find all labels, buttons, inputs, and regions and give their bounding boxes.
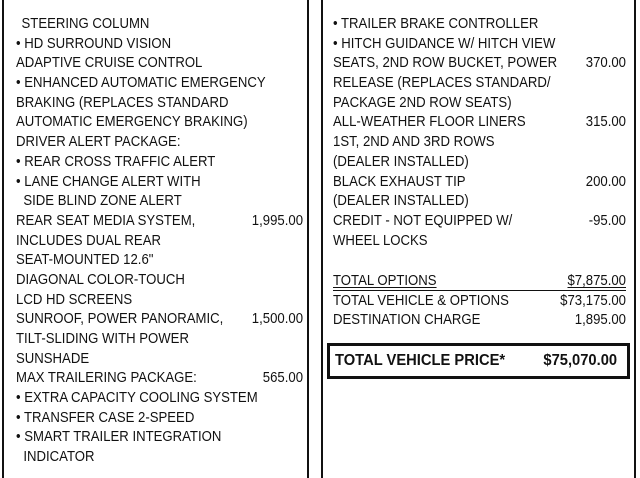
option-price: 1,995.00 xyxy=(251,212,304,229)
option-text: • SMART TRAILER INTEGRATION xyxy=(16,429,222,446)
option-price: -95.00 xyxy=(588,212,627,229)
option-text: • LANE CHANGE ALERT WITH xyxy=(16,173,201,190)
total-vehicle-price-box xyxy=(327,343,630,379)
total-options-row xyxy=(333,272,626,292)
total-vehicle-options-row xyxy=(333,292,626,312)
option-text: INDICATOR xyxy=(23,449,95,466)
left-option-line xyxy=(16,350,303,370)
left-option-line xyxy=(16,212,303,232)
left-option-line xyxy=(16,448,310,468)
option-text: SUNROOF, POWER PANORAMIC, xyxy=(16,311,224,328)
option-text: RELEASE (REPLACES STANDARD/ xyxy=(333,75,551,92)
option-text: CREDIT - NOT EQUIPPED W/ xyxy=(333,212,513,229)
left-option-line xyxy=(16,113,303,133)
left-option-line xyxy=(16,271,303,291)
left-option-line xyxy=(16,251,303,271)
total-options-label: TOTAL OPTIONS xyxy=(333,273,437,289)
right-option-line xyxy=(333,232,626,252)
left-option-line xyxy=(16,54,303,74)
option-text: • EXTRA CAPACITY COOLING SYSTEM xyxy=(16,390,258,407)
option-text: SEAT-MOUNTED 12.6" xyxy=(16,252,154,269)
right-option-line xyxy=(333,15,626,35)
left-option-line xyxy=(16,15,309,35)
option-text: SEATS, 2ND ROW BUCKET, POWER xyxy=(333,55,558,72)
option-text: SUNSHADE xyxy=(16,350,90,367)
destination-charge-row xyxy=(333,311,626,331)
option-price: 315.00 xyxy=(585,114,627,131)
right-option-line xyxy=(333,192,626,212)
total-vehicle-options-label: TOTAL VEHICLE & OPTIONS xyxy=(333,292,509,309)
right-option-line xyxy=(333,35,626,55)
total-options-value: $7,875.00 xyxy=(567,273,627,289)
option-text: • ENHANCED AUTOMATIC EMERGENCY xyxy=(16,75,266,92)
total-vehicle-price-label: TOTAL VEHICLE PRICE* xyxy=(335,352,506,369)
option-text: PACKAGE 2ND ROW SEATS) xyxy=(333,94,512,111)
option-text: • REAR CROSS TRAFFIC ALERT xyxy=(16,153,216,170)
right-option-line xyxy=(333,133,626,153)
left-option-line xyxy=(16,94,303,114)
destination-charge-label: DESTINATION CHARGE xyxy=(333,312,481,329)
total-vehicle-price-value: $75,070.00 xyxy=(543,352,617,369)
right-option-line xyxy=(333,173,626,193)
option-text: AUTOMATIC EMERGENCY BRAKING) xyxy=(16,114,248,131)
left-option-list xyxy=(4,15,307,468)
option-text: DRIVER ALERT PACKAGE: xyxy=(16,134,181,151)
option-text: MAX TRAILERING PACKAGE: xyxy=(16,370,197,387)
option-text: (DEALER INSTALLED) xyxy=(333,193,469,210)
right-option-line xyxy=(333,54,626,74)
option-text: 1ST, 2ND AND 3RD ROWS xyxy=(333,134,495,151)
right-option-line xyxy=(333,212,626,232)
left-column xyxy=(2,0,309,478)
left-option-line xyxy=(16,428,303,448)
option-text: REAR SEAT MEDIA SYSTEM, xyxy=(16,212,196,229)
option-text: SIDE BLIND ZONE ALERT xyxy=(23,193,182,210)
option-text: • HD SURROUND VISION xyxy=(16,35,172,52)
totals-section xyxy=(323,272,634,331)
options-underline-rule xyxy=(333,290,626,291)
option-text: • TRANSFER CASE 2-SPEED xyxy=(16,409,195,426)
right-option-line xyxy=(333,113,626,133)
total-vehicle-options-value: $73,175.00 xyxy=(560,292,627,309)
option-price: 565.00 xyxy=(262,370,304,387)
right-column xyxy=(321,0,636,478)
option-text: ADAPTIVE CRUISE CONTROL xyxy=(16,55,203,72)
option-text: • HITCH GUIDANCE W/ HITCH VIEW xyxy=(333,35,556,52)
left-option-line xyxy=(16,310,303,330)
option-text: DIAGONAL COLOR-TOUCH xyxy=(16,271,185,288)
left-option-line xyxy=(16,291,303,311)
left-option-line xyxy=(16,330,303,350)
option-price: 370.00 xyxy=(585,55,627,72)
left-option-line xyxy=(16,192,310,212)
right-option-line xyxy=(333,94,626,114)
option-text: BRAKING (REPLACES STANDARD xyxy=(16,94,229,111)
left-option-line xyxy=(16,232,303,252)
left-option-line xyxy=(16,35,303,55)
option-text: LCD HD SCREENS xyxy=(16,291,133,308)
right-option-line xyxy=(333,153,626,173)
left-option-line xyxy=(16,409,303,429)
option-text: BLACK EXHAUST TIP xyxy=(333,173,466,190)
option-text: TILT-SLIDING WITH POWER xyxy=(16,331,189,347)
option-text: • TRAILER BRAKE CONTROLLER xyxy=(333,16,539,32)
right-option-line xyxy=(333,74,626,94)
destination-charge-value: 1,895.00 xyxy=(574,312,627,329)
option-price: 200.00 xyxy=(585,173,627,190)
left-option-line xyxy=(16,173,303,193)
left-option-line xyxy=(16,133,303,153)
left-option-line xyxy=(16,369,303,389)
option-price: 1,500.00 xyxy=(251,311,304,328)
left-option-line xyxy=(16,74,303,94)
option-text: ALL-WEATHER FLOOR LINERS xyxy=(333,114,526,131)
left-option-line xyxy=(16,389,303,409)
option-text: INCLUDES DUAL REAR xyxy=(16,232,161,249)
left-option-line xyxy=(16,153,303,173)
option-text: WHEEL LOCKS xyxy=(333,232,428,249)
option-text: STEERING COLUMN xyxy=(21,16,150,32)
option-text: (DEALER INSTALLED) xyxy=(333,153,469,170)
right-option-list xyxy=(323,15,634,251)
